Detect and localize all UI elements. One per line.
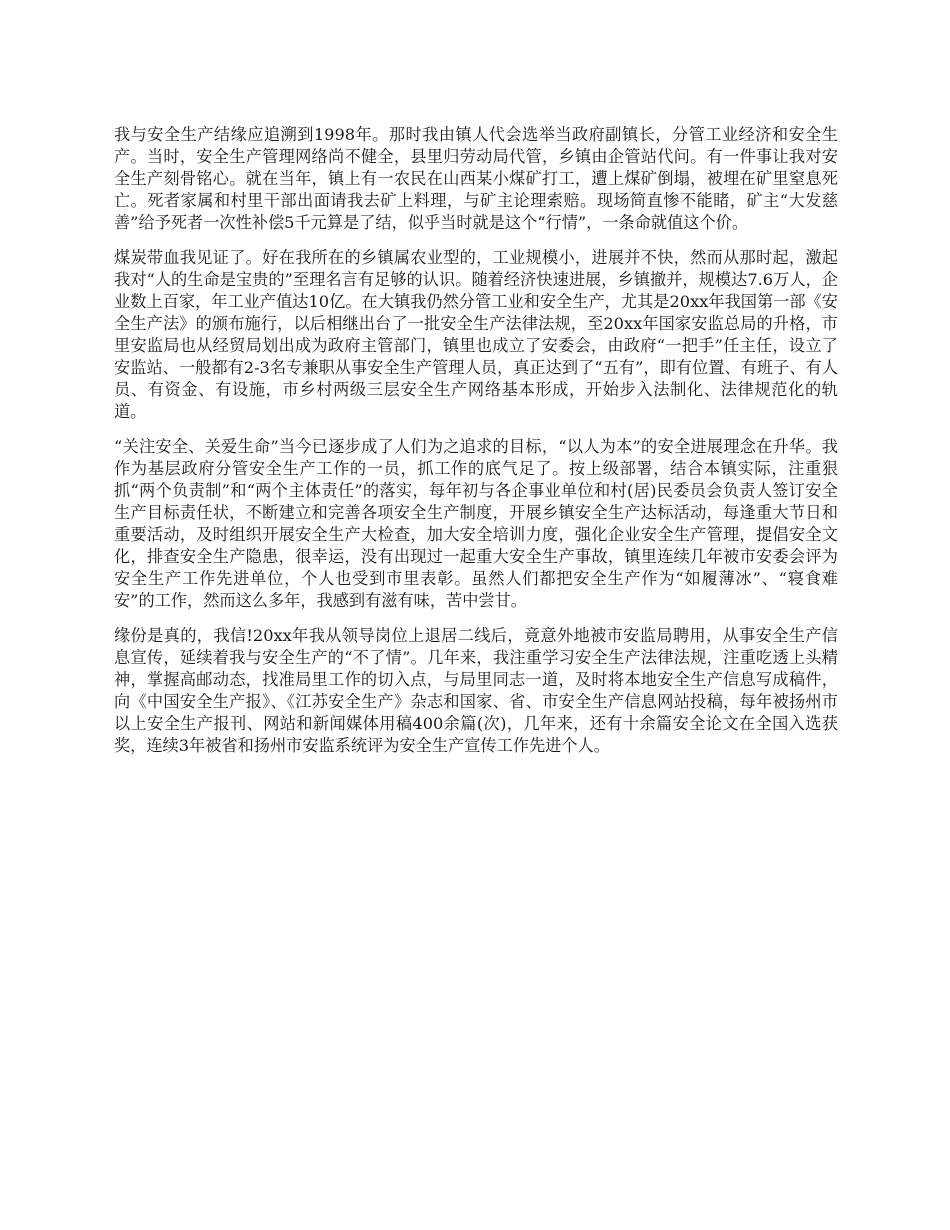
paragraph-3: “关注安全、关爱生命”当今已逐步成了人们为之追求的目标，“以人为本”的安全进展理念在升华。我作为基层政府分管安全生产工作的一员，抓工作的底气足了。按上级部署，结合本镇实际，注重狠抓“两个负责制”和“两个主体责任”的落实，每年初与各企事业单位和村(居)民委员会负责人签订安全生产目标责任状，不断建立和完善各项安全生产制度，开展乡镇安全生产达标活动，每逢重大节日和重要活动，及时组织开展安全生产大检查，加大安全培训力度，强化企业安全生产管理，提倡安全文化，排查安全生产隐患，很幸运，没有出现过一起重大安全生产事故，镇里连续几年被市安委会评为安全生产工作先进单位，个人也受到市里表彰。虽然人们都把安全生产作为“如履薄冰”、“寝食难安”的工作，然而这么多年，我感到有滋有味，苦中尝甘。 (114, 437, 838, 610)
paragraph-1: 我与安全生产结缘应追溯到1998年。那时我由镇人代会选举当政府副镇长，分管工业经济和安全生产。当时，安全生产管理网络尚不健全，县里归劳动局代管，乡镇由企管站代问。有一件事让我对安全生产刻骨铭心。就在当年，镇上有一农民在山西某小煤矿打工，遭上煤矿倒塌，被埋在矿里窒息死亡。死者家属和村里干部出面请我去矿上料理，与矿主论理索赔。现场简直惨不能睹，矿主“大发慈善”给予死者一次性补偿5千元算是了结，似乎当时就是这个“行情”，一条命就值这个价。 (114, 125, 838, 232)
document-body (114, 124, 838, 770)
paragraph-2: 煤炭带血我见证了。好在我所在的乡镇属农业型的，工业规模小，进展并不快，然而从那时起，激起我对“人的生命是宝贵的”至理名言有足够的认识。随着经济快速进展，乡镇撤并，规模达7.6万人，企业数上百家，年工业产值达10亿。在大镇我仍然分管工业和安全生产，尤其是20xx年我国第一部《安全生产法》的颁布施行，以后相继出台了一批安全生产法律法规，至20xx年国家安监总局的升格，市里安监局也从经贸局划出成为政府主管部门，镇里也成立了安委会，由政府“一把手”任主任，设立了安监站、一般都有2-3名专兼职从事安全生产管理人员，真正达到了“五有”，即有位置、有班子、有人员、有资金、有设施，市乡村两级三层安全生产网络基本形成，开始步入法制化、法律规范化的轨道。 (114, 248, 838, 421)
paragraph-4: 缘份是真的，我信!20xx年我从领导岗位上退居二线后，竟意外地被市安监局聘用，从事安全生产信息宣传，延续着我与安全生产的“不了情”。几年来，我注重学习安全生产法律法规，注重吃透上头精神，掌握高邮动态，找准局里工作的切入点，与局里同志一道，及时将本地安全生产信息写成稿件，向《中国安全生产报》、《江苏安全生产》杂志和国家、省、市安全生产信息网站投稿，每年被扬州市以上安全生产报刊、网站和新闻媒体用稿400余篇(次)，几年来，还有十余篇安全论文在全国入选获奖，连续3年被省和扬州市安监系统评为安全生产宣传工作先进个人。 (114, 626, 838, 755)
